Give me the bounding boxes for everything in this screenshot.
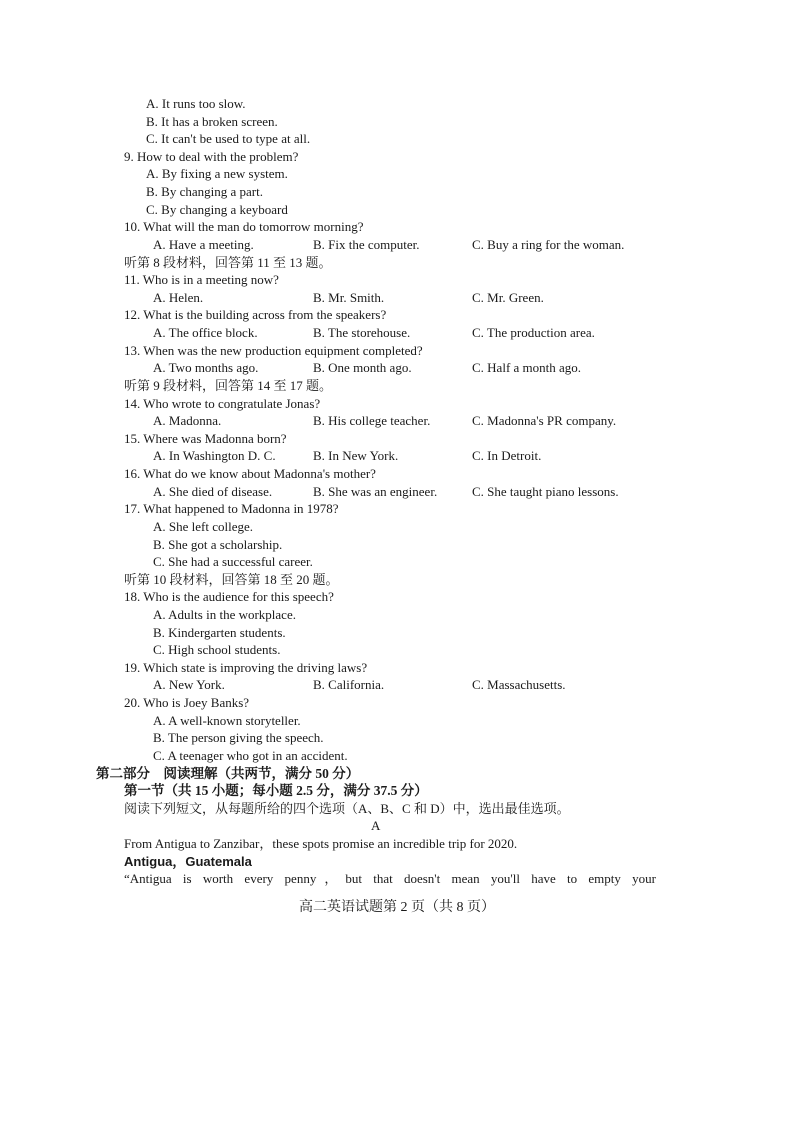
option-line: B. The storehouse.	[313, 325, 411, 341]
option-line: C. She taught piano lessons.	[472, 483, 619, 499]
option-line: B. In New York.	[313, 448, 399, 464]
text-line: A. By fixing a new system.	[146, 166, 288, 182]
text-line: A. She left college.	[153, 518, 253, 534]
text-line: C. She had a successful career.	[153, 554, 313, 570]
text-line: A. It runs too slow.	[146, 96, 246, 111]
text-line: 阅读下列短文，从每题所给的四个选项（A、B、C 和 D）中，选出最佳选项。	[124, 800, 570, 816]
text-line: A. Adults in the workplace.	[153, 606, 296, 622]
option-line: B. His college teacher.	[313, 413, 431, 429]
text-line: 第二部分 阅读理解（共两节，满分 50 分）	[96, 765, 360, 781]
text-line: 12. What is the building across from the speakers?	[124, 307, 387, 323]
option-line: A. She died of disease.	[153, 483, 273, 499]
text-line: B. The person giving the speech.	[153, 730, 324, 746]
text-line: “Antigua is worth every penny，but that doesn't mean you'll have to empty your	[124, 871, 656, 887]
text-line: A. A well-known storyteller.	[153, 712, 301, 728]
text-line: 听第 10 段材料，回答第 18 至 20 题。	[124, 571, 339, 587]
text-line: 听第 9 段材料，回答第 14 至 17 题。	[124, 377, 333, 393]
text-line: 19. Which state is improving the driving laws?	[124, 659, 368, 675]
option-line: A. New York.	[153, 677, 225, 693]
text-line: C. By changing a keyboard	[146, 201, 288, 217]
text-line: 13. When was the new production equipment completed?	[124, 342, 423, 358]
text-line: 15. Where was Madonna born?	[124, 430, 287, 446]
option-line: B. California.	[313, 677, 385, 693]
option-line: B. One month ago.	[313, 360, 412, 376]
text-line: B. It has a broken screen.	[146, 113, 278, 129]
text-line: A	[371, 818, 381, 834]
option-line: A. Have a meeting.	[153, 236, 254, 252]
option-line: A. The office block.	[153, 325, 258, 341]
text-line: 9. How to deal with the problem?	[124, 148, 299, 164]
option-line: C. Buy a ring for the woman.	[472, 236, 625, 252]
text-line: 14. Who wrote to congratulate Jonas?	[124, 395, 321, 411]
text-line: 11. Who is in a meeting now?	[124, 272, 279, 288]
text-line: 16. What do we know about Madonna's mother?	[124, 466, 376, 482]
option-line: C. Madonna's PR company.	[472, 413, 617, 429]
text-line: From Antigua to Zanzibar，these spots promise an incredible trip for 2020.	[124, 836, 518, 852]
option-line: A. Madonna.	[153, 413, 222, 429]
text-line: 20. Who is Joey Banks?	[124, 695, 250, 711]
text-line: C. High school students.	[153, 642, 281, 658]
option-line: B. Fix the computer.	[313, 236, 420, 252]
option-line: B. Mr. Smith.	[313, 289, 385, 305]
option-line: A. In Washington D. C.	[153, 448, 276, 464]
text-line: B. By changing a part.	[146, 184, 263, 200]
text-line: 第一节（共 15 小题；每小题 2.5 分，满分 37.5 分）	[124, 783, 428, 799]
page-footer: 高二英语试题第 2 页（共 8 页）	[299, 900, 495, 915]
option-line: A. Two months ago.	[153, 360, 259, 376]
text-line: B. Kindergarten students.	[153, 624, 286, 640]
option-line: B. She was an engineer.	[313, 483, 438, 499]
text-line: Antigua，Guatemala	[124, 853, 252, 869]
text-line: 18. Who is the audience for this speech?	[124, 589, 334, 605]
text-line: 17. What happened to Madonna in 1978?	[124, 501, 339, 517]
text-line: 听第 8 段材料，回答第 11 至 13 题。	[124, 254, 332, 270]
text-line: C. It can't be used to type at all.	[146, 131, 311, 147]
option-line: C. Half a month ago.	[472, 360, 582, 376]
text-line: C. A teenager who got in an accident.	[153, 747, 348, 763]
text-line: 10. What will the man do tomorrow morning?	[124, 219, 364, 235]
option-line: C. The production area.	[472, 325, 595, 341]
option-line: C. Massachusetts.	[472, 677, 566, 693]
option-line: C. In Detroit.	[472, 448, 542, 464]
option-line: A. Helen.	[153, 289, 204, 305]
option-line: C. Mr. Green.	[472, 289, 544, 305]
text-line: B. She got a scholarship.	[153, 536, 283, 552]
